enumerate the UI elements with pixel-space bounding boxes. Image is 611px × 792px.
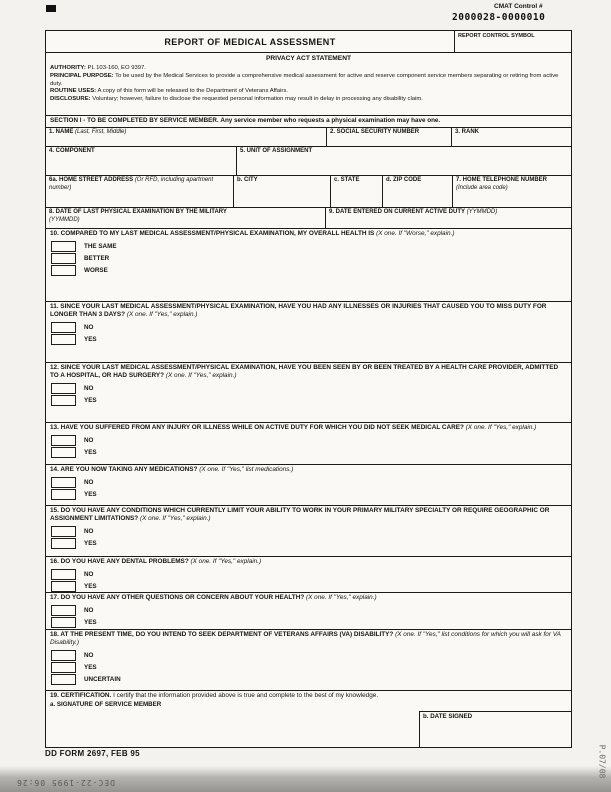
q17-yes-checkbox[interactable] (51, 617, 76, 628)
q14-yes-label: YES (84, 490, 97, 498)
q17-options (50, 604, 567, 628)
question-13 (46, 423, 571, 465)
question-17-text (50, 594, 567, 602)
question-12 (46, 363, 571, 423)
entered-duty-field-label: 9. DATE ENTERED ON CURRENT ACTIVE DUTY (329, 209, 465, 215)
last-physical-exam-date-field[interactable] (46, 208, 325, 228)
q15-no-checkbox[interactable] (51, 526, 76, 537)
q13-yes-label: YES (84, 448, 97, 456)
q14-no-label: NO (84, 478, 94, 486)
q12-no-checkbox[interactable] (51, 383, 76, 394)
q14-note: (X one. If "Yes," list medications.) (199, 466, 294, 473)
privacy-disclosure (50, 96, 567, 104)
state-field-label: c. STATE (334, 177, 360, 183)
q16-no-label: NO (84, 570, 94, 578)
privacy-authority-text: PL 103-160, EO 9397. (87, 65, 146, 72)
zip-field-label: d. ZIP CODE (386, 177, 422, 183)
privacy-title: PRIVACY ACT STATEMENT (266, 55, 351, 62)
q10-better-label: BETTER (84, 254, 110, 262)
q12-option-no (51, 383, 567, 395)
fax-timestamp: DEC-22-1995 06:26 (16, 778, 115, 787)
q12-note: (X one. If "Yes," explain.) (165, 372, 237, 380)
address-field-note: (Or RFD, including apartment number) (49, 177, 214, 191)
name-field-label: 1. NAME (49, 129, 74, 135)
q15-options (50, 526, 567, 550)
rank-field[interactable] (451, 128, 571, 146)
q18-option-uncertain (51, 674, 567, 686)
name-field-note: (Last, First, Middle) (75, 129, 127, 135)
rank-field-label: 3. RANK (455, 129, 480, 135)
q15-note: (X one. If "Yes," explain.) (139, 515, 211, 523)
phone-field-note: (Include area code) (456, 184, 508, 191)
q15-option-no (51, 526, 567, 538)
unit-of-assignment-field[interactable] (236, 147, 571, 175)
q14-option-no (51, 476, 567, 488)
q16-note: (X one. If "Yes," explain.) (190, 558, 262, 565)
city-field-label: b. CITY (237, 177, 258, 183)
question-11-text (50, 303, 567, 320)
q11-no-checkbox[interactable] (51, 322, 76, 333)
q12-prompt: 12. SINCE YOUR LAST MEDICAL ASSESSMENT/PHYSICAL EXAMINATION, HAVE YOU BEEN SEEN BY OR BEEN TREATED BY A HEALTH CARE PROVIDER, ADMITTED TO A HOSPITAL, OR HAD SURGERY? (50, 364, 559, 380)
q18-option-no (51, 650, 567, 662)
question-15-text (50, 507, 567, 524)
q12-yes-label: YES (84, 397, 97, 405)
q13-prompt: 13. HAVE YOU SUFFERED FROM ANY INJURY OR ILLNESS WHILE ON ACTIVE DUTY FOR WHICH YOU DID NOT SEEK MEDICAL CARE? (50, 424, 464, 431)
cmat-control-label: CMAT Control # (494, 3, 543, 10)
q13-note: (X one. If "Yes," explain.) (465, 424, 537, 431)
q12-options (50, 383, 567, 407)
q18-option-yes (51, 662, 567, 674)
q10-option-the-same (51, 240, 567, 252)
q11-option-yes (51, 334, 567, 346)
q18-prompt: 18. AT THE PRESENT TIME, DO YOU INTEND TO SEEK DEPARTMENT OF VETERANS AFFAIRS (VA) DISABILITY? (50, 631, 394, 638)
q10-option-worse (51, 264, 567, 276)
q10-worse-checkbox[interactable] (51, 265, 76, 276)
q10-option-better (51, 252, 567, 264)
q16-options (50, 568, 567, 592)
privacy-authority (50, 65, 567, 73)
fields-row-2 (46, 147, 571, 176)
q10-note: (X one. If "Worse," explain.) (376, 230, 455, 237)
signature-label: a. SIGNATURE OF SERVICE MEMBER (50, 701, 162, 709)
q18-no-checkbox[interactable] (51, 650, 76, 661)
question-10 (46, 229, 571, 302)
q16-option-yes (51, 580, 567, 592)
question-14 (46, 465, 571, 506)
certification-statement: I certify that the information provided above is true and complete to the best of my knowledge. (113, 692, 379, 699)
privacy-principal-purpose-label: PRINCIPAL PURPOSE: (50, 72, 114, 79)
q10-the-same-checkbox[interactable] (51, 241, 76, 252)
fields-row-4 (46, 208, 571, 229)
section-1-subtext: Any service member who requests a physical examination may have one. (220, 117, 441, 124)
privacy-disclosure-text: Voluntary; however, failure to disclose the requested personal information may result in delay in processing any disability claim. (92, 95, 423, 102)
q13-no-checkbox[interactable] (51, 435, 76, 446)
signature-field[interactable] (46, 711, 419, 747)
q18-options (50, 650, 567, 686)
q18-uncertain-label: UNCERTAIN (84, 676, 121, 684)
question-16-text (50, 558, 567, 566)
phone-field-label: 7. HOME TELEPHONE NUMBER (456, 177, 548, 183)
q11-option-no (51, 322, 567, 334)
report-control-symbol-cell: REPORT CONTROL SYMBOL (454, 31, 571, 52)
form-number-footer: DD FORM 2697, FEB 95 (45, 749, 140, 758)
question-15 (46, 506, 571, 557)
q16-yes-label: YES (84, 582, 97, 590)
q11-note: (X one. If "Yes," explain.) (126, 311, 198, 319)
q13-no-label: NO (84, 436, 94, 444)
q17-no-label: NO (84, 606, 94, 614)
q10-the-same-label: THE SAME (84, 242, 117, 250)
name-field[interactable] (46, 128, 326, 146)
q11-yes-checkbox[interactable] (51, 334, 76, 345)
q14-options (50, 476, 567, 500)
q12-yes-checkbox[interactable] (51, 395, 76, 406)
privacy-routine-uses-text: A copy of this form will be released to the Department of Veterans Affairs. (97, 88, 288, 95)
privacy-principal-purpose-text: To be used by the Medical Services to provide a comprehensive medical assessment for active and reserve component service members separating or retiring from active duty. (50, 72, 559, 87)
entered-active-duty-date-field[interactable] (325, 208, 571, 228)
q11-prompt: 11. SINCE YOUR LAST MEDICAL ASSESSMENT/PHYSICAL EXAMINATION, HAVE YOU HAD ANY ILLNESSES OR INJURIES THAT CAUSED YOU TO MISS DUTY FOR LONGER THAN 3 DAYS? (50, 303, 547, 319)
q10-better-checkbox[interactable] (51, 253, 76, 264)
q18-yes-checkbox[interactable] (51, 662, 76, 673)
q14-no-checkbox[interactable] (51, 477, 76, 488)
address-field-label: 6a. HOME STREET ADDRESS (49, 177, 134, 183)
q16-prompt: 16. DO YOU HAVE ANY DENTAL PROBLEMS? (50, 558, 189, 565)
question-13-text (50, 424, 567, 432)
certification-bottom-row (46, 711, 571, 747)
ssn-field-label: 2. SOCIAL SECURITY NUMBER (330, 129, 420, 135)
privacy-routine-uses-label: ROUTINE USES: (50, 88, 97, 95)
fields-row-1 (46, 128, 571, 147)
q15-yes-label: YES (84, 540, 97, 548)
question-18 (46, 630, 571, 691)
q13-yes-checkbox[interactable] (51, 447, 76, 458)
city-field[interactable] (233, 176, 330, 207)
q14-option-yes (51, 488, 567, 500)
certification-label: 19. CERTIFICATION. (50, 692, 112, 699)
q12-option-yes (51, 395, 567, 407)
component-field-label: 4. COMPONENT (49, 148, 95, 154)
scan-artifact-corner (46, 5, 56, 12)
form-title: REPORT OF MEDICAL ASSESSMENT (164, 36, 336, 47)
privacy-principal-purpose (50, 73, 567, 88)
zip-code-field[interactable] (382, 176, 452, 207)
question-11 (46, 302, 571, 363)
question-14-text (50, 466, 567, 474)
ssn-field[interactable] (326, 128, 451, 146)
last-exam-field-note: (YYMMDD) (49, 216, 80, 223)
q10-prompt: 10. COMPARED TO MY LAST MEDICAL ASSESSMENT/PHYSICAL EXAMINATION, MY OVERALL HEALTH IS (50, 230, 375, 237)
q13-option-yes (51, 446, 567, 458)
q17-note: (X one. If "Yes," explain.) (306, 594, 377, 601)
q14-yes-checkbox[interactable] (51, 489, 76, 500)
privacy-disclosure-label: DISCLOSURE: (50, 95, 91, 102)
section-1-header (46, 116, 571, 128)
q13-option-no (51, 434, 567, 446)
home-street-address-field[interactable] (46, 176, 233, 207)
q11-yes-label: YES (84, 336, 97, 344)
q17-yes-label: YES (84, 618, 97, 626)
last-exam-field-label: 8. DATE OF LAST PHYSICAL EXAMINATION BY THE MILITARY (49, 209, 227, 215)
q17-no-checkbox[interactable] (51, 605, 76, 616)
certification-section (46, 691, 571, 747)
entered-duty-field-note: (YYMMDD) (466, 209, 498, 215)
question-18-text (50, 631, 567, 648)
fax-page-number: P.07/08 (597, 744, 607, 779)
q15-option-yes (51, 538, 567, 550)
q16-no-checkbox[interactable] (51, 569, 76, 580)
section-1-label: SECTION I - TO BE COMPLETED BY SERVICE MEMBER. (50, 117, 219, 124)
date-signed-label: b. DATE SIGNED (423, 713, 473, 721)
date-signed-field[interactable] (419, 711, 571, 747)
q15-yes-checkbox[interactable] (51, 538, 76, 549)
privacy-authority-label: AUTHORITY: (50, 65, 86, 72)
component-field[interactable] (46, 147, 236, 175)
q11-options (50, 322, 567, 346)
state-field[interactable] (330, 176, 382, 207)
q18-note: (X one. If "Yes," list conditions for which you will ask for VA Disability.) (50, 631, 561, 647)
q17-option-no (51, 604, 567, 616)
privacy-routine-uses (50, 88, 567, 96)
question-17 (46, 593, 571, 630)
cmat-control-number: 2000028-0000010 (452, 12, 546, 23)
q12-no-label: NO (84, 385, 94, 393)
q10-options (50, 240, 567, 276)
question-16 (46, 557, 571, 593)
question-10-text (50, 230, 567, 238)
q17-option-yes (51, 616, 567, 628)
q18-uncertain-checkbox[interactable] (51, 674, 76, 685)
q18-no-label: NO (84, 652, 94, 660)
q13-options (50, 434, 567, 458)
q15-no-label: NO (84, 528, 94, 536)
q14-prompt: 14. ARE YOU NOW TAKING ANY MEDICATIONS? (50, 466, 198, 473)
q11-no-label: NO (84, 324, 94, 332)
q15-prompt: 15. DO YOU HAVE ANY CONDITIONS WHICH CURRENTLY LIMIT YOUR ABILITY TO WORK IN YOUR PRIMARY MILITARY SPECIALTY OR REQUIRE GEOGRAPHIC OR ASSIGNMENT LIMITATIONS? (50, 507, 550, 523)
q16-yes-checkbox[interactable] (51, 581, 76, 592)
home-telephone-field[interactable] (452, 176, 571, 207)
fields-row-3 (46, 176, 571, 208)
privacy-act-statement (46, 53, 571, 116)
q16-option-no (51, 568, 567, 580)
question-12-text (50, 364, 567, 381)
dd-form-2697 (45, 30, 572, 748)
form-header-row (46, 31, 571, 53)
q17-prompt: 17. DO YOU HAVE ANY OTHER QUESTIONS OR CONCERN ABOUT YOUR HEALTH? (50, 594, 305, 601)
q18-yes-label: YES (84, 664, 97, 672)
q10-worse-label: WORSE (84, 266, 108, 274)
certification-text (46, 691, 571, 701)
unit-field-label: 5. UNIT OF ASSIGNMENT (240, 148, 313, 154)
